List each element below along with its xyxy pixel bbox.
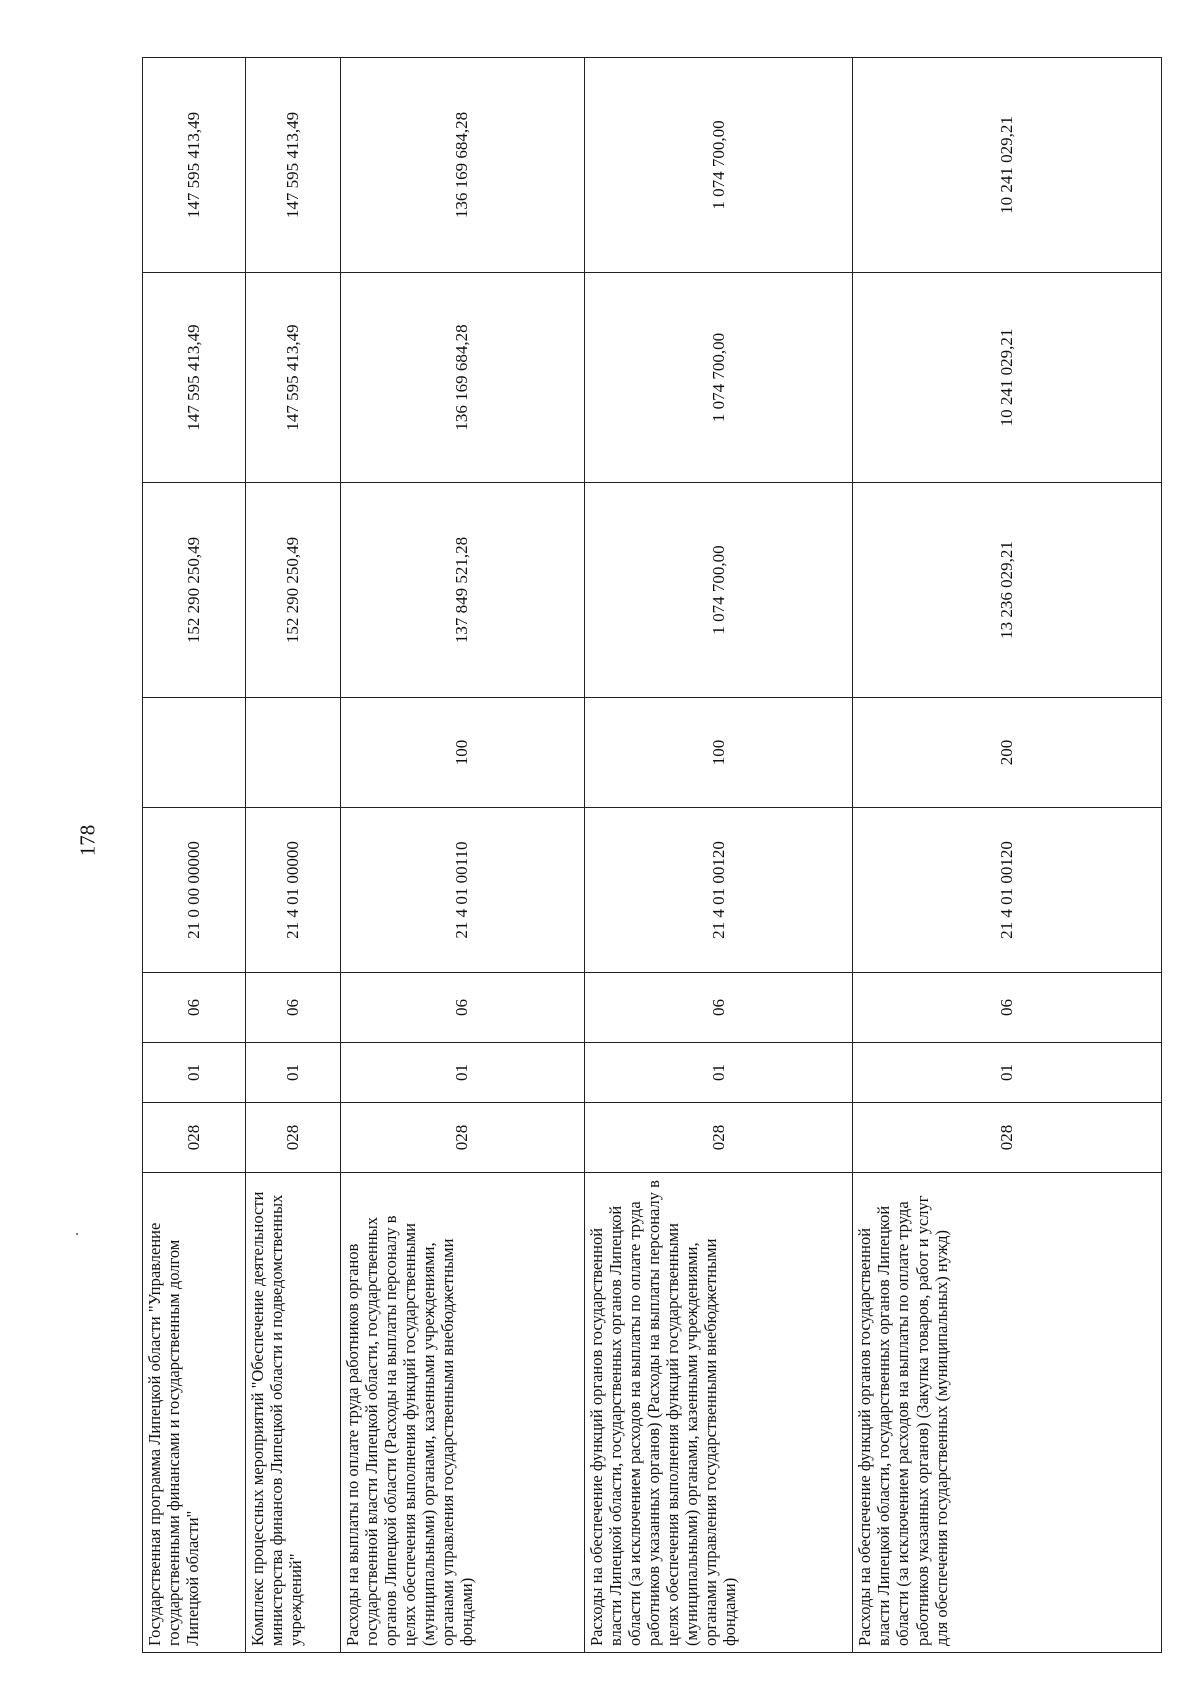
amount-year-3: 136 169 684,28 [340,58,584,273]
budget-table [142,57,1162,1653]
scan-speck [76,1233,78,1235]
expense-type-code: 100 [584,698,853,808]
subsection-code: 06 [340,973,584,1043]
target-article-code: 21 4 01 00120 [584,808,853,973]
target-article-code: 21 4 01 00120 [853,808,1162,973]
table-row [853,58,1162,1653]
admin-code: 028 [245,1103,340,1173]
expense-type-code [245,698,340,808]
expense-name: Расходы на выплаты по оплате труда работников органов государственной власти Липецкой области, государственных органов Липецкой области (Расходы на выплаты персоналу в целях обеспечения выполнения функций государственными (муниципальными) органами, казенными учреждениями, органами управления государственными внебюджетными фондами) [340,1173,584,1653]
section-code: 01 [245,1043,340,1103]
table-container [142,58,1200,1646]
subsection-code: 06 [143,973,246,1043]
target-article-code: 21 4 01 00110 [340,808,584,973]
subsection-code: 06 [853,973,1162,1043]
expense-type-code [143,698,246,808]
amount-year-2: 10 241 029,21 [853,273,1162,483]
section-code: 01 [584,1043,853,1103]
amount-year-2: 1 074 700,00 [584,273,853,483]
amount-year-1: 152 290 250,49 [143,483,246,698]
expense-type-code: 100 [340,698,584,808]
amount-year-3: 147 595 413,49 [143,58,246,273]
subsection-code: 06 [584,973,853,1043]
page-number: 178 [75,824,100,857]
expense-name: Комплекс процессных мероприятий "Обеспечение деятельности министерства финансов Липецкой области и подведомственных учреждений" [245,1173,340,1653]
expense-name: Расходы на обеспечение функций органов государственной власти Липецкой области, государственных органов Липецкой области (за исключением расходов на выплаты по оплате труда работников указанных органов) (Расходы на выплаты персоналу в целях обеспечения выполнения функций государственными (муниципальными) органами, казенными учреждениями, органами управления государственными внебюджетными фондами) [584,1173,853,1653]
table-row [245,58,340,1653]
table-row [584,58,853,1653]
amount-year-2: 136 169 684,28 [340,273,584,483]
amount-year-1: 152 290 250,49 [245,483,340,698]
admin-code: 028 [584,1103,853,1173]
amount-year-3: 147 595 413,49 [245,58,340,273]
admin-code: 028 [853,1103,1162,1173]
section-code: 01 [143,1043,246,1103]
admin-code: 028 [340,1103,584,1173]
target-article-code: 21 4 01 00000 [245,808,340,973]
expense-name: Расходы на обеспечение функций органов государственной власти Липецкой области, государственных органов Липецкой области (за исключением расходов на выплаты по оплате труда работников указанных органов) (Закупка товаров, работ и услуг для обеспечения государственных (муниципальных) нужд) [853,1173,1162,1653]
expense-name: Государственная программа Липецкой области "Управление государственными финансами и государственным долгом Липецкой области" [143,1173,246,1653]
amount-year-3: 1 074 700,00 [584,58,853,273]
amount-year-1: 1 074 700,00 [584,483,853,698]
amount-year-2: 147 595 413,49 [143,273,246,483]
expense-type-code: 200 [853,698,1162,808]
amount-year-1: 13 236 029,21 [853,483,1162,698]
table-row [340,58,584,1653]
section-code: 01 [340,1043,584,1103]
amount-year-2: 147 595 413,49 [245,273,340,483]
amount-year-1: 137 849 521,28 [340,483,584,698]
subsection-code: 06 [245,973,340,1043]
target-article-code: 21 0 00 00000 [143,808,246,973]
table-row [143,58,246,1653]
amount-year-3: 10 241 029,21 [853,58,1162,273]
section-code: 01 [853,1043,1162,1103]
admin-code: 028 [143,1103,246,1173]
